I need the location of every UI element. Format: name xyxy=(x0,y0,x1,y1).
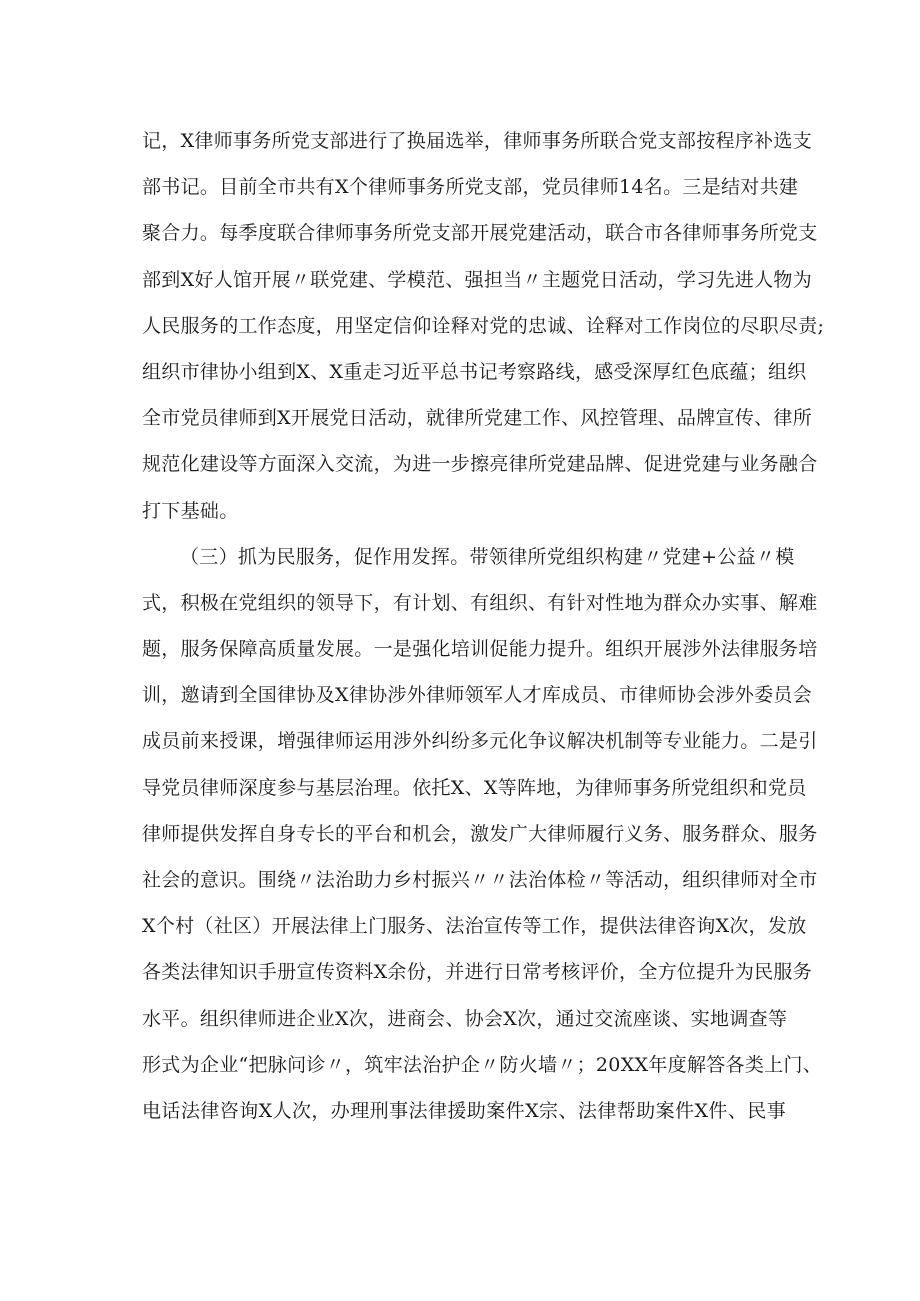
text-line: 部到X好人馆开展〃联党建、学模范、强担当〃主题党日活动，学习先进人物为 xyxy=(142,268,813,291)
text-line: 记，X律师事务所党支部进行了换届选举，律师事务所联合党支部按程序补选支 xyxy=(142,130,813,152)
text-line: 成员前来授课，增强律师运用涉外纠纷多元化争议解决机制等专业能力。二是引 xyxy=(142,730,818,753)
text-line: X个村（社区）开展法律上门服务、法治宣传等工作，提供法律咨询X次，发放 xyxy=(142,915,807,938)
text-line: 式，积极在党组织的领导下，有计划、有组织、有针对性地为群众办实事、解难 xyxy=(142,591,818,614)
text-line: 打下基础。 xyxy=(142,499,239,522)
text-line: 社会的意识。围绕〃法治助力乡村振兴〃〃法治体检〃等活动，组织律师对全市 xyxy=(142,869,818,891)
text-line: 聚合力。每季度联合律师事务所党支部开展党建活动，联合市各律师事务所党支 xyxy=(142,222,818,245)
text-line: 导党员律师深度参与基层治理。依托X、X等阵地，为律师事务所党组织和党员 xyxy=(142,776,807,799)
text-line: 全市党员律师到X开展党日活动，就律所党建工作、风控管理、品牌宣传、律所 xyxy=(142,407,813,430)
text-line: 组织市律协小组到X、X重走习近平总书记考察路线，感受深厚红色底蕴；组织 xyxy=(142,360,807,383)
document-body xyxy=(142,118,825,1134)
text-line: 题，服务保障高质量发展。一是强化培训促能力提升。组织开展涉外法律服务培 xyxy=(142,638,818,661)
text-line: 律师提供发挥自身专长的平台和机会，激发广大律师履行义务、服务群众、服务 xyxy=(142,822,818,845)
text-line: 形式为企业“把脉问诊〃，筑牢法治护企〃防火墙〃；20XX年度解答各类上门、 xyxy=(142,1053,823,1076)
text-line: 水平。组织律师进企业X次，进商会、协会X次，通过交流座谈、实地调查等 xyxy=(142,1007,788,1030)
section-heading-line: （三）抓为民服务，促作用发挥。带领律所党组织构建〃党建+公益〃模 xyxy=(180,545,795,568)
text-line: 训，邀请到全国律协及X律协涉外律师领军人才库成员、市律师协会涉外委员会 xyxy=(142,684,813,707)
text-line: 电话法律咨询X人次，办理刑事法律援助案件X宗、法律帮助案件X件、民事 xyxy=(142,1099,786,1122)
text-line: 各类法律知识手册宣传资料X余份，并进行日常考核评价，全方位提升为民服务 xyxy=(142,961,813,984)
text-line: 部书记。目前全市共有X个律师事务所党支部，党员律师14名。三是结对共建 xyxy=(142,176,799,199)
text-line: 规范化建设等方面深入交流，为进一步擦亮律所党建品牌、促进党建与业务融合 xyxy=(142,453,818,476)
text-line: 人民服务的工作态度，用坚定信仰诠释对党的忠诚、诠释对工作岗位的尽职尽责; xyxy=(142,314,825,337)
